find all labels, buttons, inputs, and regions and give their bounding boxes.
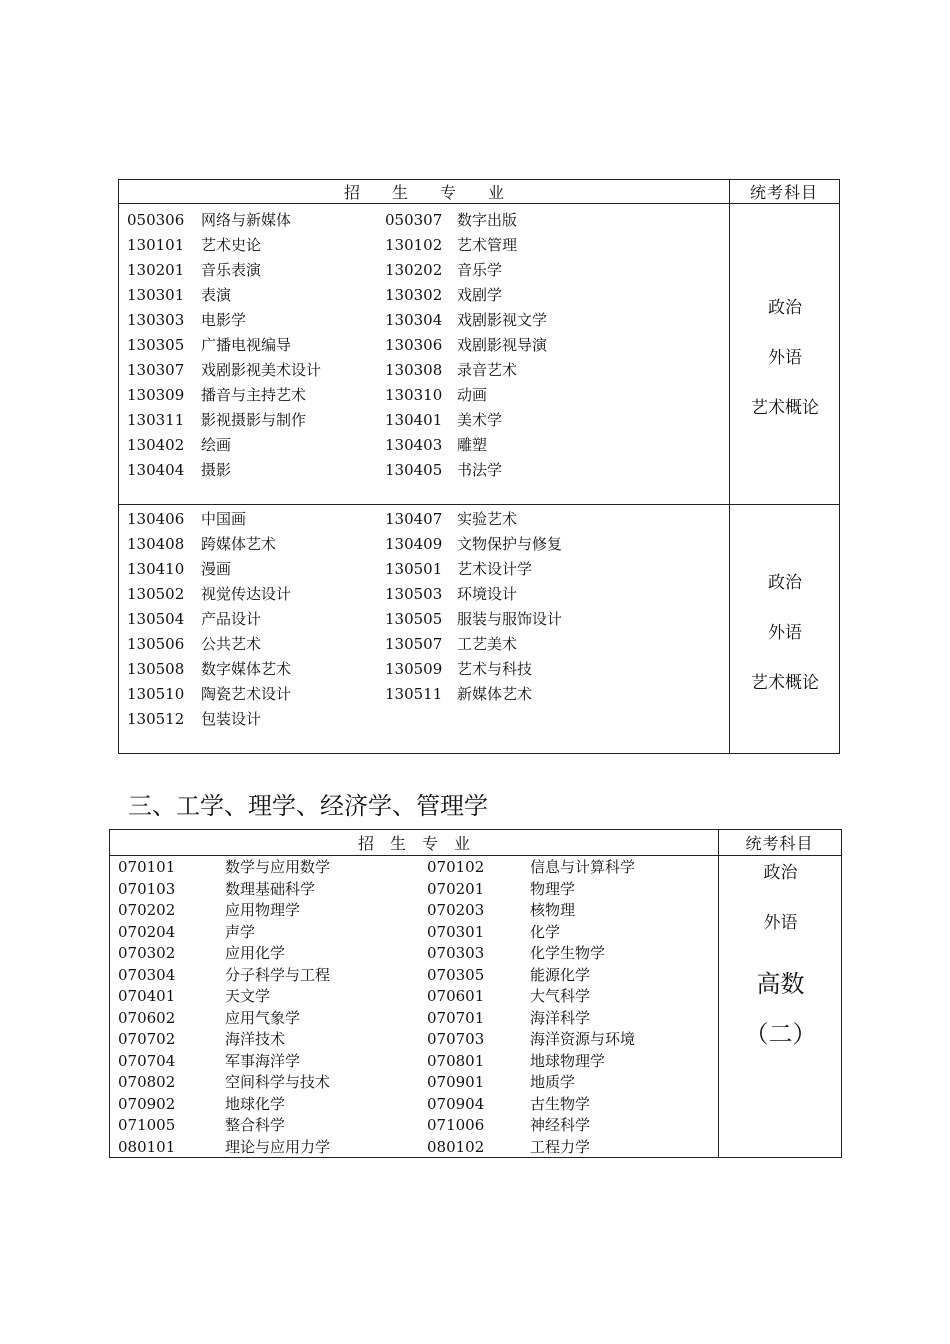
major-name: 环境设计 (457, 585, 518, 603)
major-name: 录音艺术 (457, 361, 518, 379)
major-code: 130402 (127, 436, 185, 454)
major-name: 艺术与科技 (457, 660, 533, 678)
major-code: 070302 (118, 944, 176, 962)
header-subject-label: 统考科目 (749, 183, 818, 202)
table-row (118, 943, 718, 965)
table-row (118, 1094, 718, 1116)
major-code: 070305 (427, 965, 485, 984)
major-name: 戏剧影视文学 (457, 311, 548, 329)
subject-foreign-language: 外语 (768, 623, 802, 643)
major-code: 070902 (118, 1094, 176, 1113)
major-name: 实验艺术 (457, 510, 518, 528)
major-name: 表演 (201, 286, 232, 304)
major-name: 化学 (530, 922, 561, 941)
table-row (127, 233, 727, 258)
table-row (118, 922, 718, 944)
major-name: 军事海洋学 (225, 1051, 301, 1070)
major-name: 戏剧影视导演 (457, 336, 548, 354)
major-code: 070802 (118, 1073, 176, 1091)
major-code: 130503 (385, 585, 443, 603)
table-row (127, 632, 727, 657)
major-code: 050306 (127, 211, 185, 229)
major-code: 130201 (127, 261, 185, 279)
table-row (127, 707, 727, 732)
major-code: 070601 (427, 987, 485, 1005)
table-row (127, 507, 727, 532)
major-code: 070204 (118, 922, 176, 941)
major-name: 中国画 (201, 510, 247, 528)
major-name: 空间科学与技术 (225, 1073, 331, 1091)
table-row (118, 1072, 718, 1094)
major-code: 130505 (385, 610, 443, 628)
major-name: 艺术管理 (457, 236, 518, 254)
major-name: 跨媒体艺术 (201, 535, 277, 553)
major-name: 整合科学 (225, 1116, 286, 1134)
major-code: 080102 (427, 1137, 485, 1156)
table-row (127, 582, 727, 607)
table-row (127, 433, 727, 458)
major-code: 070103 (118, 879, 176, 898)
table-row (118, 1115, 718, 1137)
group2-rows (127, 507, 727, 732)
major-code: 130305 (127, 336, 185, 354)
group1-subjects (730, 180, 840, 504)
table-row (118, 1008, 718, 1030)
major-name: 地质学 (530, 1073, 576, 1091)
header-major-label: 招 生 专 业 (357, 834, 470, 853)
table-row (127, 657, 727, 682)
table-row (118, 1029, 718, 1051)
subject-politics: 政治 (763, 863, 798, 883)
table-row (127, 408, 727, 433)
major-name: 服装与服饰设计 (457, 610, 563, 628)
table-row (127, 258, 727, 283)
subject-foreign-language: 外语 (768, 348, 802, 368)
major-name: 广播电视编导 (201, 336, 292, 354)
major-code: 130304 (385, 311, 443, 329)
major-code: 070304 (118, 965, 176, 984)
subject-foreign-language: 外语 (763, 913, 798, 933)
table-row (127, 607, 727, 632)
table2-header-subject (718, 830, 841, 856)
major-name: 文物保护与修复 (457, 535, 563, 553)
major-code: 130401 (385, 411, 443, 429)
major-code: 070203 (427, 901, 485, 919)
major-code: 130501 (385, 560, 443, 578)
major-code: 130303 (127, 311, 185, 329)
table2-header-major (110, 830, 718, 856)
major-code: 130410 (127, 560, 185, 578)
major-name: 数学与应用数学 (225, 858, 331, 876)
major-name: 艺术设计学 (457, 560, 533, 578)
major-name: 物理学 (530, 879, 576, 898)
major-name: 古生物学 (530, 1094, 591, 1113)
major-name: 海洋技术 (225, 1030, 286, 1048)
major-name: 地球物理学 (530, 1051, 606, 1070)
major-name: 信息与计算科学 (530, 858, 636, 876)
major-code: 130302 (385, 286, 443, 304)
major-name: 数字媒体艺术 (201, 660, 292, 678)
major-code: 130309 (127, 386, 185, 404)
major-code: 070401 (118, 987, 176, 1005)
major-code: 130404 (127, 461, 185, 479)
table2-rows (118, 857, 718, 1158)
major-name: 电影学 (201, 311, 247, 329)
major-name: 分子科学与工程 (225, 965, 331, 984)
subject-advanced-math-level: （二） (744, 1020, 817, 1048)
major-code: 130511 (385, 685, 443, 703)
major-name: 核物理 (530, 901, 576, 919)
subject-politics: 政治 (768, 573, 802, 593)
major-name: 应用物理学 (225, 901, 301, 919)
table-row (127, 532, 727, 557)
major-name: 大气科学 (530, 987, 591, 1005)
major-name: 绘画 (201, 436, 232, 454)
major-name: 天文学 (225, 987, 271, 1005)
major-code: 130308 (385, 361, 443, 379)
major-name: 动画 (457, 386, 488, 404)
major-code: 130202 (385, 261, 443, 279)
major-name: 戏剧学 (457, 286, 503, 304)
major-name: 雕塑 (457, 436, 488, 454)
table-row (118, 1051, 718, 1073)
table-row (118, 986, 718, 1008)
subject-advanced-math: 高数 (756, 970, 805, 998)
major-code: 130307 (127, 361, 185, 379)
major-code: 070801 (427, 1051, 485, 1070)
major-code: 070301 (427, 922, 485, 941)
major-name: 数字出版 (457, 211, 518, 229)
major-name: 理论与应用力学 (225, 1137, 331, 1156)
major-name: 音乐学 (457, 261, 503, 279)
major-name: 公共艺术 (201, 635, 262, 653)
group2-subjects (730, 504, 840, 754)
major-name: 陶瓷艺术设计 (201, 685, 292, 703)
major-code: 130504 (127, 610, 185, 628)
major-code: 130310 (385, 386, 443, 404)
table-row (118, 857, 718, 879)
major-code: 071005 (118, 1116, 176, 1134)
major-name: 应用化学 (225, 944, 286, 962)
major-name: 应用气象学 (225, 1008, 301, 1027)
major-name: 工程力学 (530, 1137, 591, 1156)
major-code: 070201 (427, 879, 485, 898)
major-code: 130102 (385, 236, 443, 254)
table-row (118, 965, 718, 987)
major-code: 130311 (127, 411, 185, 429)
table-row (127, 358, 727, 383)
major-name: 漫画 (201, 560, 232, 578)
major-code: 130408 (127, 535, 185, 553)
subject-art-theory: 艺术概论 (751, 673, 819, 693)
major-name: 播音与主持艺术 (201, 386, 307, 404)
section-heading: 三、工学、理学、经济学、管理学 (128, 792, 488, 820)
group1-rows (127, 208, 727, 483)
major-name: 地球化学 (225, 1094, 286, 1113)
major-name: 书法学 (457, 461, 503, 479)
major-name: 音乐表演 (201, 261, 262, 279)
major-name: 美术学 (457, 411, 503, 429)
art-majors-table (118, 179, 840, 754)
major-code: 070702 (118, 1030, 176, 1048)
major-code: 071006 (427, 1116, 485, 1134)
major-code: 080101 (118, 1137, 176, 1156)
major-name: 摄影 (201, 461, 232, 479)
table-row (127, 682, 727, 707)
table-row (118, 900, 718, 922)
major-name: 产品设计 (201, 610, 262, 628)
major-name: 艺术史论 (201, 236, 262, 254)
major-code: 130507 (385, 635, 443, 653)
major-code: 130403 (385, 436, 443, 454)
header-subject-label: 统考科目 (745, 834, 814, 853)
header-major-label: 招 生 专 业 (343, 183, 504, 202)
table-row (127, 333, 727, 358)
major-code: 130510 (127, 685, 185, 703)
major-name: 网络与新媒体 (201, 211, 292, 229)
major-code: 070602 (118, 1008, 176, 1027)
major-code: 130509 (385, 660, 443, 678)
major-code: 050307 (385, 211, 443, 229)
major-code: 130405 (385, 461, 443, 479)
table-row (127, 308, 727, 333)
major-code: 130101 (127, 236, 185, 254)
major-code: 070101 (118, 858, 176, 876)
table1-header-major (119, 180, 729, 204)
table-row (127, 383, 727, 408)
major-name: 包装设计 (201, 710, 262, 728)
major-code: 070703 (427, 1030, 485, 1048)
table-row (127, 208, 727, 233)
major-name: 能源化学 (530, 965, 591, 984)
major-code: 070904 (427, 1094, 485, 1113)
major-code: 130508 (127, 660, 185, 678)
table-row (118, 1137, 718, 1159)
table2-subjects (719, 856, 842, 1156)
table-row (127, 557, 727, 582)
major-code: 070901 (427, 1073, 485, 1091)
major-name: 化学生物学 (530, 944, 606, 962)
science-majors-table (109, 829, 842, 1158)
major-code: 130409 (385, 535, 443, 553)
major-code: 130502 (127, 585, 185, 603)
major-code: 070704 (118, 1051, 176, 1070)
major-code: 130506 (127, 635, 185, 653)
major-code: 130512 (127, 710, 185, 728)
major-name: 海洋科学 (530, 1008, 591, 1027)
major-name: 声学 (225, 922, 256, 941)
major-code: 070303 (427, 944, 485, 962)
subject-art-theory: 艺术概论 (751, 398, 819, 418)
major-code: 130301 (127, 286, 185, 304)
major-name: 神经科学 (530, 1116, 591, 1134)
major-code: 070701 (427, 1008, 485, 1027)
major-code: 070202 (118, 901, 176, 919)
major-code: 130407 (385, 510, 443, 528)
major-name: 影视摄影与制作 (201, 411, 307, 429)
major-code: 130406 (127, 510, 185, 528)
table-row (118, 879, 718, 901)
table-row (127, 283, 727, 308)
major-code: 130306 (385, 336, 443, 354)
major-name: 新媒体艺术 (457, 685, 533, 703)
major-code: 070102 (427, 858, 485, 876)
major-name: 戏剧影视美术设计 (201, 361, 322, 379)
major-name: 工艺美术 (457, 635, 518, 653)
major-name: 海洋资源与环境 (530, 1030, 636, 1048)
major-name: 数理基础科学 (225, 879, 316, 898)
table-row (127, 458, 727, 483)
subject-politics: 政治 (768, 298, 802, 318)
major-name: 视觉传达设计 (201, 585, 292, 603)
